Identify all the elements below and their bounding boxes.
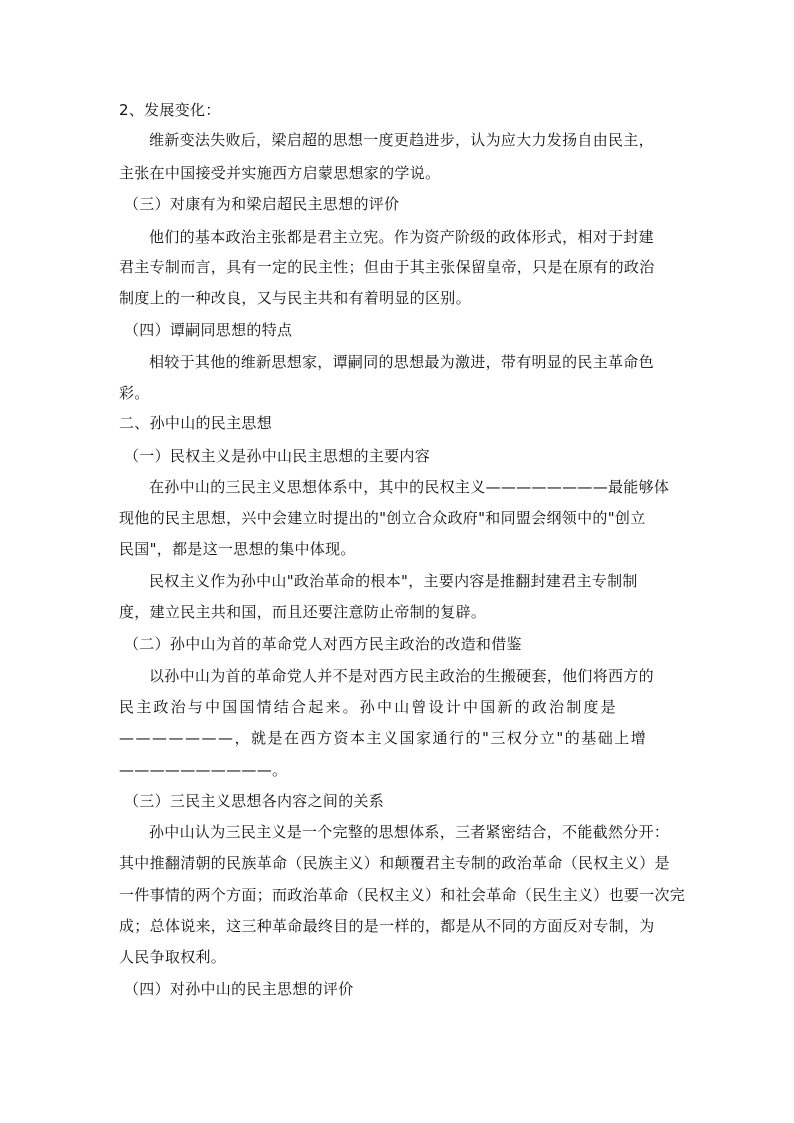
- paragraph-line: 人民争取权利。: [119, 948, 227, 966]
- paragraph-line: 制度上的一种改良，又与民主共和有着明显的区别。: [119, 289, 471, 307]
- paragraph-line: 在孙中山的三民主义思想体系中，其中的民权主义————————最能够体: [149, 478, 670, 496]
- paragraph-line: 彩。: [119, 384, 150, 402]
- section-heading: 二、孙中山的民主思想: [119, 414, 273, 432]
- paragraph-line: 主张在中国接受并实施西方启蒙思想家的学说。: [119, 164, 441, 182]
- paragraph-line: 相较于其他的维新思想家，谭嗣同的思想最为激进，带有明显的民主革命色: [149, 353, 654, 371]
- paragraph-line: 民主政治与中国国情结合起来。孙中山曾设计中国新的政治制度是: [119, 698, 618, 716]
- paragraph-line: 民权主义作为孙中山"政治革命的根本"，主要内容是推翻封建君主专制制: [149, 572, 638, 590]
- subsection-heading: （一）民权主义是孙中山民主思想的主要内容: [124, 447, 431, 465]
- paragraph-line: 维新变法失败后，梁启超的思想一度更趋进步，认为应大力发扬自由民主，: [149, 131, 654, 149]
- paragraph-line: 民国"，都是这一思想的集中体现。: [119, 540, 356, 558]
- subsection-heading: （三）对康有为和梁启超民主思想的评价: [124, 195, 400, 213]
- paragraph-line: 一件事情的两个方面；而政治革命（民权主义）和社会革命（民生主义）也要一次完: [119, 886, 686, 904]
- paragraph-line: ———————，就是在西方资本主义国家通行的"三权分立"的基础上增: [119, 729, 648, 747]
- paragraph-line: 其中推翻清朝的民族革命（民族主义）和颠覆君主专制的政治革命（民权主义）是: [119, 854, 670, 872]
- paragraph-line: 现他的民主思想，兴中会建立时提出的"创立合众政府"和同盟会纲领中的"创立: [119, 509, 646, 527]
- paragraph-line: 他们的基本政治主张都是君主立宪。作为资产阶级的政体形式，相对于封建: [149, 228, 654, 246]
- paragraph-line: ——————————。: [119, 761, 288, 779]
- subsection-heading: （四）谭嗣同思想的特点: [124, 321, 293, 339]
- paragraph-line: 以孙中山为首的革命党人并不是对西方民主政治的生搬硬套，他们将西方的: [149, 667, 654, 685]
- subsection-heading: （四）对孙中山的民主思想的评价: [124, 980, 354, 998]
- paragraph-line: 成；总体说来，这三种革命最终目的是一样的，都是从不同的方面反对专制，为: [119, 917, 655, 935]
- paragraph-line: 君主专制而言，具有一定的民主性；但由于其主张保留皇帝，只是在原有的政治: [119, 258, 655, 276]
- subsection-heading: （二）孙中山为首的革命党人对西方民主政治的改造和借鉴: [124, 635, 522, 653]
- paragraph-line: 度，建立民主共和国，而且还要注意防止帝制的复辟。: [119, 603, 487, 621]
- paragraph-line: 孙中山认为三民主义是一个完整的思想体系，三者紧密结合，不能截然分开：: [149, 823, 670, 841]
- subsection-heading: （三）三民主义思想各内容之间的关系: [124, 792, 385, 810]
- section-heading-development: 2、发展变化：: [119, 101, 221, 119]
